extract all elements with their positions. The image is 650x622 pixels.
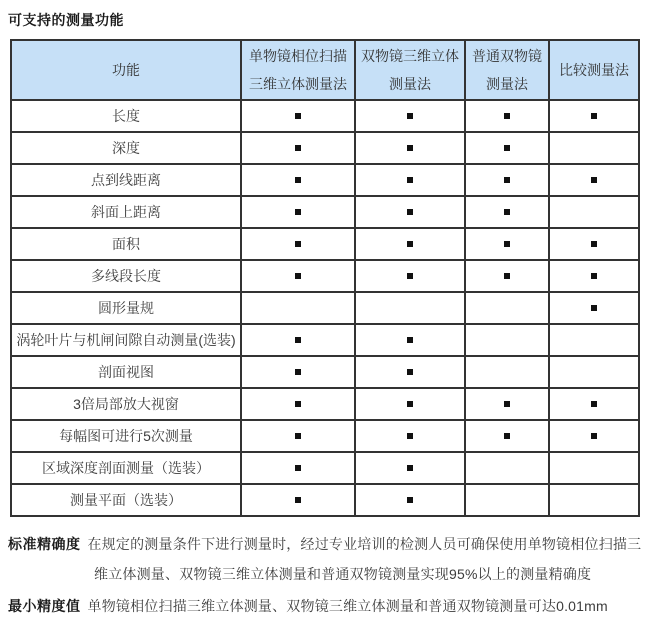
- support-cell: [549, 324, 639, 356]
- support-marker-icon: [591, 401, 597, 407]
- support-cell: [465, 100, 549, 132]
- header-method-col-1: [241, 40, 355, 100]
- table-body: [11, 100, 639, 516]
- support-marker-icon: [295, 273, 301, 279]
- header-method-col-2: [355, 40, 465, 100]
- support-marker-icon: [591, 241, 597, 247]
- row-label: 点到线距离: [11, 164, 241, 196]
- support-cell: [549, 484, 639, 516]
- support-cell: [355, 292, 465, 324]
- support-marker-icon: [407, 241, 413, 247]
- support-cell: [465, 164, 549, 196]
- note-standard-accuracy-text: 在规定的测量条件下进行测量时，经过专业培训的检测人员可确保使用单物镜相位扫描三维立体测量、双物镜三维立体测量和普通双物镜测量实现95%以上的测量精确度: [87, 536, 642, 582]
- table-row: [11, 228, 639, 260]
- support-cell: [241, 356, 355, 388]
- header-method-4-line1: 比较测量法: [559, 62, 629, 78]
- support-marker-icon: [591, 113, 597, 119]
- support-marker-icon: [504, 209, 510, 215]
- row-label: 区域深度剖面测量（选装）: [11, 452, 241, 484]
- header-method-col-3: [465, 40, 549, 100]
- support-cell: [465, 292, 549, 324]
- support-cell: [465, 452, 549, 484]
- table-row: [11, 260, 639, 292]
- support-cell: [355, 228, 465, 260]
- support-marker-icon: [504, 273, 510, 279]
- support-cell: [465, 228, 549, 260]
- support-marker-icon: [295, 497, 301, 503]
- support-marker-icon: [407, 369, 413, 375]
- header-method-2-line1: 双物镜三维立体: [361, 48, 459, 64]
- support-cell: [549, 228, 639, 260]
- row-label: 测量平面（选装）: [11, 484, 241, 516]
- note-standard-accuracy-label: 标准精确度: [8, 536, 81, 552]
- support-cell: [241, 420, 355, 452]
- support-cell: [241, 260, 355, 292]
- support-marker-icon: [591, 273, 597, 279]
- support-marker-icon: [504, 145, 510, 151]
- note-min-precision-text: 单物镜相位扫描三维立体测量、双物镜三维立体测量和普通双物镜测量可达0.01mm: [87, 598, 608, 614]
- support-cell: [465, 132, 549, 164]
- note-min-precision: [8, 591, 648, 621]
- support-cell: [465, 388, 549, 420]
- table-row: [11, 356, 639, 388]
- support-marker-icon: [295, 145, 301, 151]
- table-row: [11, 196, 639, 228]
- support-marker-icon: [504, 113, 510, 119]
- support-cell: [465, 484, 549, 516]
- support-cell: [549, 420, 639, 452]
- support-cell: [241, 164, 355, 196]
- row-label: 剖面视图: [11, 356, 241, 388]
- table-row: [11, 452, 639, 484]
- support-cell: [549, 132, 639, 164]
- header-method-3-line1: 普通双物镜: [472, 48, 542, 64]
- support-marker-icon: [295, 113, 301, 119]
- header-method-col-4: [549, 40, 639, 100]
- support-cell: [355, 388, 465, 420]
- row-label: 长度: [11, 100, 241, 132]
- table-row: [11, 324, 639, 356]
- support-marker-icon: [407, 113, 413, 119]
- row-label: 斜面上距离: [11, 196, 241, 228]
- support-cell: [355, 324, 465, 356]
- support-cell: [241, 196, 355, 228]
- table-row: [11, 132, 639, 164]
- support-marker-icon: [295, 209, 301, 215]
- support-cell: [549, 164, 639, 196]
- support-marker-icon: [407, 145, 413, 151]
- table-row: [11, 388, 639, 420]
- support-marker-icon: [407, 497, 413, 503]
- support-marker-icon: [591, 305, 597, 311]
- header-function-col: 功能: [11, 40, 241, 100]
- support-marker-icon: [504, 241, 510, 247]
- support-cell: [355, 164, 465, 196]
- support-cell: [355, 356, 465, 388]
- support-cell: [355, 100, 465, 132]
- support-cell: [549, 292, 639, 324]
- table-row: [11, 484, 639, 516]
- support-cell: [465, 420, 549, 452]
- support-marker-icon: [295, 401, 301, 407]
- support-cell: [241, 292, 355, 324]
- support-marker-icon: [504, 177, 510, 183]
- note-standard-accuracy: [8, 529, 648, 589]
- support-cell: [549, 452, 639, 484]
- support-marker-icon: [295, 241, 301, 247]
- header-method-1-line2: 三维立体测量法: [249, 76, 347, 92]
- row-label: 涡轮叶片与机闸间隙自动测量(选装): [11, 324, 241, 356]
- row-label: 每幅图可进行5次测量: [11, 420, 241, 452]
- support-marker-icon: [295, 369, 301, 375]
- row-label: 圆形量规: [11, 292, 241, 324]
- support-cell: [241, 388, 355, 420]
- support-marker-icon: [407, 433, 413, 439]
- support-marker-icon: [295, 465, 301, 471]
- support-marker-icon: [591, 177, 597, 183]
- table-row: [11, 292, 639, 324]
- support-cell: [549, 100, 639, 132]
- support-cell: [241, 324, 355, 356]
- support-marker-icon: [407, 209, 413, 215]
- support-marker-icon: [591, 433, 597, 439]
- support-cell: [355, 484, 465, 516]
- support-cell: [355, 452, 465, 484]
- notes-section: [8, 529, 648, 621]
- table-row: [11, 420, 639, 452]
- support-cell: [355, 420, 465, 452]
- support-cell: [241, 100, 355, 132]
- support-marker-icon: [295, 177, 301, 183]
- row-label: 面积: [11, 228, 241, 260]
- support-marker-icon: [295, 337, 301, 343]
- support-cell: [465, 260, 549, 292]
- measurement-functions-table: [10, 39, 640, 517]
- header-method-3-line2: 测量法: [486, 76, 528, 92]
- support-marker-icon: [407, 337, 413, 343]
- support-cell: [465, 324, 549, 356]
- support-cell: [465, 196, 549, 228]
- support-cell: [241, 132, 355, 164]
- support-marker-icon: [407, 273, 413, 279]
- support-cell: [549, 196, 639, 228]
- support-cell: [355, 132, 465, 164]
- support-cell: [355, 260, 465, 292]
- support-cell: [549, 260, 639, 292]
- support-marker-icon: [407, 465, 413, 471]
- support-marker-icon: [504, 401, 510, 407]
- row-label: 深度: [11, 132, 241, 164]
- row-label: 多线段长度: [11, 260, 241, 292]
- support-cell: [465, 356, 549, 388]
- support-cell: [549, 356, 639, 388]
- page-title: 可支持的测量功能: [8, 12, 124, 28]
- note-min-precision-label: 最小精度值: [8, 598, 81, 614]
- support-cell: [241, 228, 355, 260]
- support-cell: [549, 388, 639, 420]
- support-cell: [241, 452, 355, 484]
- support-cell: [355, 196, 465, 228]
- table-row: [11, 164, 639, 196]
- support-marker-icon: [407, 401, 413, 407]
- header-method-1-line1: 单物镜相位扫描: [249, 48, 347, 64]
- support-marker-icon: [504, 433, 510, 439]
- header-method-2-line2: 测量法: [389, 76, 431, 92]
- header-row: [11, 40, 639, 100]
- row-label: 3倍局部放大视窗: [11, 388, 241, 420]
- support-marker-icon: [407, 177, 413, 183]
- support-marker-icon: [295, 433, 301, 439]
- support-cell: [241, 484, 355, 516]
- table-row: [11, 100, 639, 132]
